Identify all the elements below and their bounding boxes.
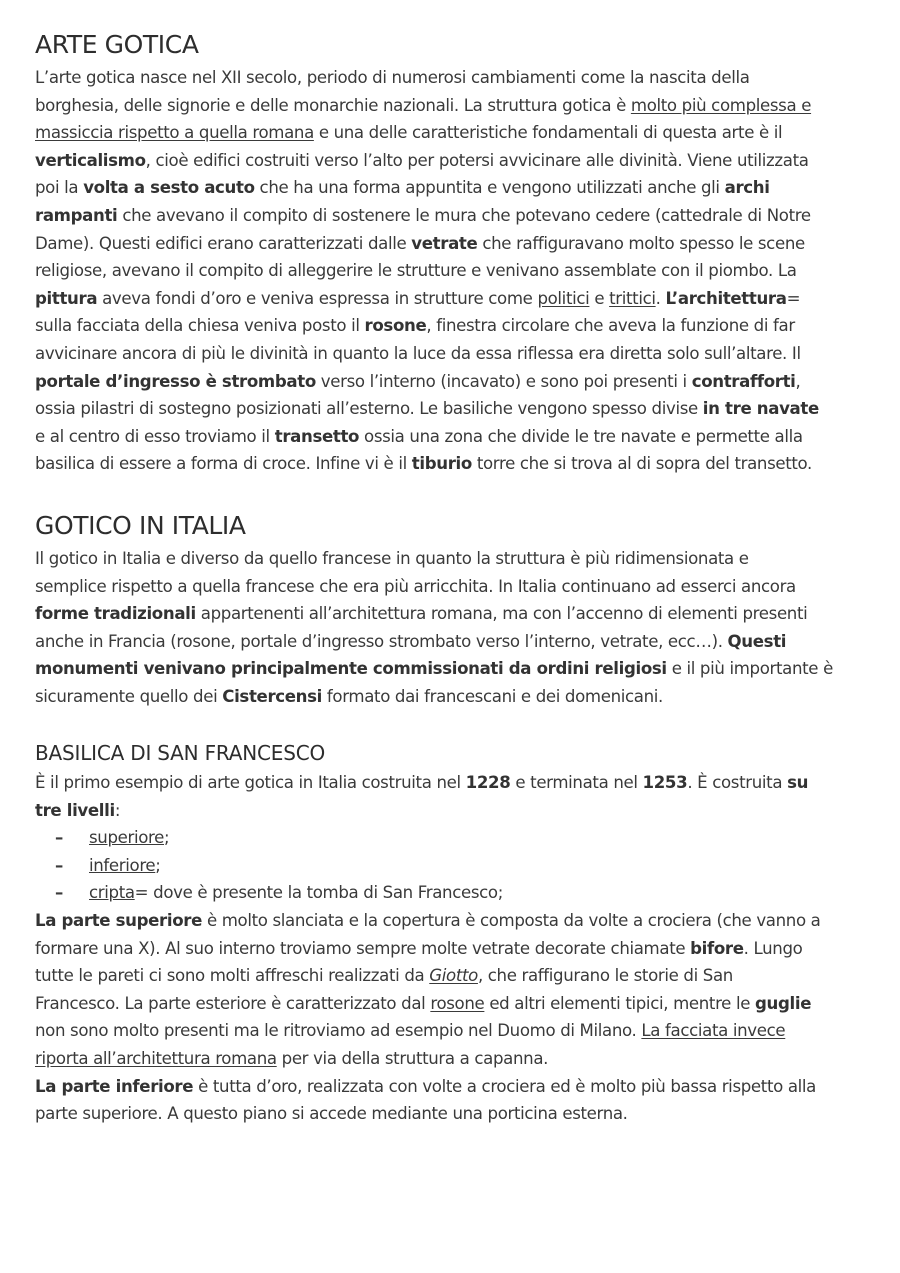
text-line xyxy=(35,257,875,285)
text-run: . Lungo xyxy=(743,938,803,958)
text-run: appartenenti all’architettura romana, ma con l’accenno di elementi presenti xyxy=(195,604,808,624)
text-line xyxy=(35,962,875,990)
text-line xyxy=(35,450,875,478)
text-line xyxy=(35,1100,875,1128)
text-run: che raffiguravano molto spesso le scene xyxy=(477,233,805,253)
underlined-text: massiccia rispetto a quella romana xyxy=(35,123,314,143)
text-run: per via della struttura a capanna. xyxy=(276,1048,549,1068)
text-run: ossia pilastri di sostegno posizionati all’esterno. Le basiliche vengono spesso divise xyxy=(35,399,703,419)
text-run: È il primo esempio di arte gotica in Italia costruita nel xyxy=(35,773,466,792)
text-line xyxy=(35,990,875,1018)
bold-text: vetrate xyxy=(411,233,478,253)
text-line xyxy=(35,628,875,656)
text-run: formare una X). Al suo interno troviamo sempre molte vetrate decorate chiamate xyxy=(35,938,691,958)
text-line xyxy=(35,174,875,202)
text-run: torre che si trova al di sopra del transetto. xyxy=(471,454,812,474)
underlined-text: superiore xyxy=(89,828,165,848)
text-run: ; xyxy=(164,828,170,848)
text-line xyxy=(35,285,875,313)
bold-text: forme tradizionali xyxy=(35,604,196,624)
bold-text: tre livelli xyxy=(35,800,115,820)
bold-text: pittura xyxy=(35,288,98,308)
text-line xyxy=(35,573,875,601)
text-run: è tutta d’oro, realizzata con volte a crociera ed è molto più bassa rispetto alla xyxy=(193,1076,816,1096)
text-line xyxy=(35,395,875,423)
list-item xyxy=(35,824,875,852)
underlined-text: trittici xyxy=(609,288,656,308)
list-item xyxy=(35,852,875,880)
text-line xyxy=(35,340,875,368)
text-line xyxy=(35,147,875,175)
text-run: , finestra circolare che aveva la funzione di far xyxy=(426,316,795,336)
bold-text: verticalismo xyxy=(35,150,146,170)
text-line xyxy=(35,312,875,340)
paragraph-basilica-intro xyxy=(35,769,875,824)
bold-text: L’architettura xyxy=(665,288,787,308)
heading-arte-gotica: ARTE GOTICA xyxy=(35,30,199,59)
text-run: Dame). Questi edifici erano caratterizzati dalle xyxy=(35,233,412,253)
text-line xyxy=(35,1045,875,1073)
bold-text: transetto xyxy=(274,426,360,446)
bold-text: su xyxy=(787,773,809,792)
text-run: ossia una zona che divide le tre navate e permette alla xyxy=(359,426,803,446)
text-run: e una delle caratteristiche fondamentali di questa arte è il xyxy=(313,123,783,143)
bold-text: monumenti venivano principalmente commissionati da ordini religiosi xyxy=(35,659,667,679)
underlined-text: politici xyxy=(537,288,590,308)
text-line xyxy=(35,1073,875,1101)
bold-text: La parte inferiore xyxy=(35,1076,194,1096)
text-run: = dove è presente la tomba di San Francesco; xyxy=(134,883,503,903)
bold-text: tiburio xyxy=(411,454,472,474)
text-run: borghesia, delle signorie e delle monarchie nazionali. La struttura gotica è xyxy=(35,95,631,115)
underlined-text: rosone xyxy=(430,993,485,1013)
underlined-text: inferiore xyxy=(89,855,156,875)
bold-text: Questi xyxy=(727,631,787,651)
text-line xyxy=(35,423,875,451)
text-run: formato dai francescani e dei domenicani. xyxy=(322,686,663,706)
section-arte-gotica xyxy=(35,29,875,478)
text-run: L’arte gotica nasce nel XII secolo, periodo di numerosi cambiamenti come la nascita della xyxy=(35,68,750,87)
text-run: sulla facciata della chiesa veniva posto il xyxy=(35,316,365,336)
text-line xyxy=(35,202,875,230)
text-run: , che raffigurano le storie di San xyxy=(477,966,733,986)
text-run: e al centro di esso troviamo il xyxy=(35,426,275,446)
text-run: e xyxy=(589,288,610,308)
text-line xyxy=(35,935,875,963)
bold-text: 1253 xyxy=(642,773,688,792)
text-run: Il gotico in Italia e diverso da quello francese in quanto la struttura è più ridimensionata e xyxy=(35,549,749,568)
text-run: poi la xyxy=(35,178,84,198)
underlined-text: Giotto xyxy=(429,966,478,986)
text-line xyxy=(35,230,875,258)
bold-text: La parte superiore xyxy=(35,910,203,930)
bold-text: bifore xyxy=(690,938,744,958)
bold-text: Cistercensi xyxy=(222,686,322,706)
text-run: avvicinare ancora di più le divinità in quanto la luce da essa riflessa era diretta solo sull’altare. Il xyxy=(35,343,801,363)
bold-text: contrafforti xyxy=(691,371,796,391)
text-line xyxy=(35,655,875,683)
text-run: aveva fondi d’oro e veniva espressa in strutture come xyxy=(97,288,538,308)
text-run: ; xyxy=(155,855,161,875)
text-line xyxy=(35,119,875,147)
paragraph-basilica-body xyxy=(35,907,875,1128)
text-run: . È costruita xyxy=(687,773,788,792)
text-line xyxy=(35,600,875,628)
bold-text: portale d’ingresso è strombato xyxy=(35,371,316,391)
text-line xyxy=(35,92,875,120)
bold-text: rosone xyxy=(364,316,427,336)
underlined-text: molto più complessa e xyxy=(630,95,812,115)
text-line xyxy=(35,907,875,935)
text-run: . xyxy=(655,288,666,308)
text-line xyxy=(35,769,875,797)
paragraph-arte-gotica xyxy=(35,64,875,478)
text-run: : xyxy=(114,800,121,820)
underlined-text: riporta all’architettura romana xyxy=(35,1048,277,1068)
text-line xyxy=(35,368,875,396)
underlined-text: cripta xyxy=(89,883,135,903)
text-run: parte superiore. A questo piano si accede mediante una porticina esterna. xyxy=(35,1104,628,1124)
text-run: e terminata nel xyxy=(510,773,643,792)
text-run: sicuramente quello dei xyxy=(35,686,223,706)
text-run: che ha una forma appuntita e vengono utilizzati anche gli xyxy=(254,178,725,198)
bold-text: rampanti xyxy=(35,205,118,225)
text-run: , xyxy=(795,371,801,391)
heading-basilica-san-francesco: BASILICA DI SAN FRANCESCO xyxy=(35,741,326,765)
text-line xyxy=(35,683,875,711)
dash-bullet: – xyxy=(55,828,63,848)
text-run: verso l’interno (incavato) e sono poi presenti i xyxy=(315,371,692,391)
bold-text: volta a sesto acuto xyxy=(83,178,255,198)
text-run: , cioè edifici costruiti verso l’alto per potersi avvicinare alle divinità. Viene utilizzata xyxy=(145,150,809,170)
underlined-text: La facciata invece xyxy=(641,1021,786,1041)
text-run: non sono molto presenti ma le ritroviamo ad esempio nel Duomo di Milano. xyxy=(35,1021,642,1041)
bold-text: in tre navate xyxy=(702,399,819,419)
text-run: semplice rispetto a quella francese che era più arricchita. In Italia continuano ad esserci ancora xyxy=(35,576,796,596)
text-line xyxy=(35,545,875,573)
list-item xyxy=(35,879,875,907)
text-run: = xyxy=(786,288,801,308)
text-run: è molto slanciata e la copertura è composta da volte a crociera (che vanno a xyxy=(202,910,821,930)
section-basilica-san-francesco xyxy=(35,740,875,1128)
text-line xyxy=(35,64,875,92)
paragraph-gotico-in-italia xyxy=(35,545,875,711)
bold-text: 1228 xyxy=(465,773,511,792)
levels-list xyxy=(35,824,875,907)
bold-text: archi xyxy=(724,178,770,198)
text-run: basilica di essere a forma di croce. Infine vi è il xyxy=(35,454,412,474)
section-gotico-in-italia xyxy=(35,510,875,711)
heading-gotico-in-italia: GOTICO IN ITALIA xyxy=(35,511,246,540)
text-run: religiose, avevano il compito di alleggerire le strutture e venivano assemblate con il piombo. La xyxy=(35,261,797,281)
bold-text: guglie xyxy=(755,993,812,1013)
text-run: e il più importante è xyxy=(666,659,833,679)
dash-bullet: – xyxy=(55,883,63,903)
text-run: che avevano il compito di sostenere le mura che potevano cedere (cattedrale di Notre xyxy=(117,205,811,225)
text-run: Francesco. La parte esteriore è caratterizzato dal xyxy=(35,993,431,1013)
text-run: ed altri elementi tipici, mentre le xyxy=(484,993,756,1013)
text-line xyxy=(35,1017,875,1045)
text-run: tutte le pareti ci sono molti affreschi realizzati da xyxy=(35,966,430,986)
dash-bullet: – xyxy=(55,855,63,875)
text-line xyxy=(35,797,875,825)
text-run: anche in Francia (rosone, portale d’ingresso strombato verso l’interno, vetrate, ecc…). xyxy=(35,631,728,651)
